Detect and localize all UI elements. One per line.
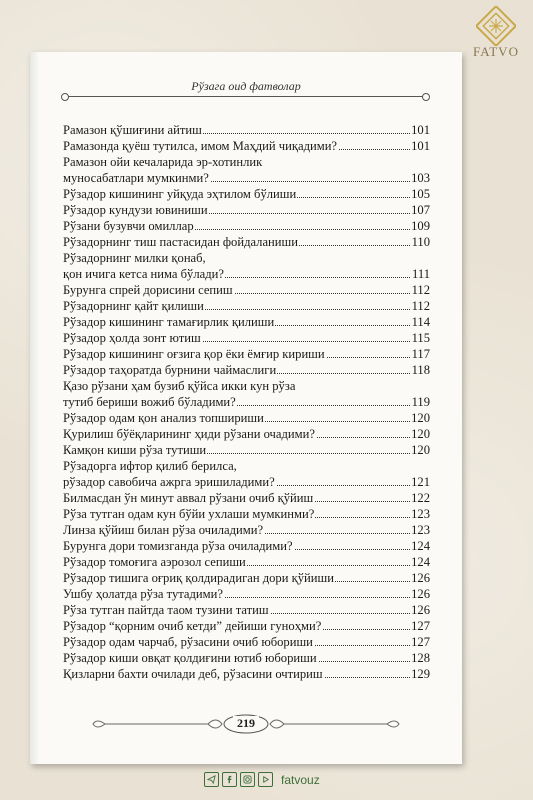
toc-entry-page: 119: [411, 395, 430, 409]
toc-entry: [63, 522, 430, 538]
toc-entry: [63, 298, 430, 314]
toc-entry-page: 129: [411, 667, 430, 681]
toc-entry: [63, 442, 430, 458]
toc-entry: [63, 202, 430, 218]
toc-entry-title: Рўзадор кишининг тамағирлик қилиши: [63, 315, 275, 329]
toc-entry: [63, 666, 430, 682]
instagram-icon[interactable]: [240, 772, 255, 787]
toc-entry-page: 117: [411, 347, 430, 361]
running-head: Рўзага оид фатволар: [191, 79, 301, 93]
toc-entry: [63, 586, 430, 602]
toc-entry: [63, 250, 430, 266]
toc-entry-title: Қизларни бахти очилади деб, рўзасини очтириш: [63, 667, 323, 681]
toc-entry-title: Қазо рўзани ҳам бузиб қўйса икки кун рўза: [63, 379, 296, 393]
toc-entry-title: қон ичига кетса нима бўлади?: [63, 267, 224, 281]
toc-entry-title: Рўзани бузувчи омиллар: [63, 219, 194, 233]
page-number: 219: [233, 716, 259, 731]
toc-entry: [63, 394, 430, 410]
toc-entry-page: 120: [411, 427, 430, 441]
toc-entry: [63, 154, 430, 170]
toc-entry-page: 111: [412, 267, 430, 281]
telegram-icon[interactable]: [204, 772, 219, 787]
toc-entry: [63, 186, 430, 202]
youtube-icon[interactable]: [258, 772, 273, 787]
toc-entry-title: Рўзадор тишига оғриқ қолдирадиган дори қўйиши: [63, 571, 334, 585]
toc-entry-title: Рўзадор одам чарчаб, рўзасини очиб юбориши: [63, 635, 313, 649]
toc-entry: [63, 234, 430, 250]
toc-entry-title: Рўзадор томоғига аэрозол сепиши: [63, 555, 246, 569]
book-page: [30, 52, 462, 764]
toc-entry-title: Рамазон қўшиғини айтиш: [63, 123, 202, 137]
toc-entry-title: Рўзадорнинг тиш пастасидан фойдаланиши: [63, 235, 298, 249]
toc-entry-title: Рўзадор “қорним очиб кетди” дейиши гуноҳми?: [63, 619, 322, 633]
toc-entry-title: Камқон киши рўза тутиши: [63, 443, 207, 457]
toc-entry-title: муносабатлари мумкинми?: [63, 171, 209, 185]
toc-entry: [63, 138, 430, 154]
toc-entry-page: 126: [411, 603, 430, 617]
toc-entry-title: Билмасдан ўн минут аввал рўзани очиб қўйиш: [63, 491, 314, 505]
toc-entry: [63, 330, 430, 346]
toc-entry: [63, 634, 430, 650]
social-links: [204, 772, 320, 787]
toc-entry: [63, 602, 430, 618]
toc-entry: [63, 410, 430, 426]
toc-entry-title: рўзадор савобича ажрга эришиладими?: [63, 475, 275, 489]
toc-entry-title: Рўзадор кишининг уйқуда эҳтилом бўлиши: [63, 187, 297, 201]
toc-entry-title: Рамазон ойи кечаларида эр-хотинлик: [63, 155, 263, 169]
toc-entry-page: 127: [411, 635, 430, 649]
toc-entry-title: тутиб бериши вожиб бўладими?: [63, 395, 236, 409]
toc-entry: [63, 426, 430, 442]
toc-entry-page: 126: [411, 587, 430, 601]
toc-entry-title: Рўзадор кишининг оғзига қор ёки ёмғир кириши: [63, 347, 325, 361]
toc-entry: [63, 570, 430, 586]
toc-entry-title: Рўзадор киши овқат қолдиғини ютиб юбориши: [63, 651, 317, 665]
toc-entry-title: Рўзадор одам қон анализ топшириши: [63, 411, 264, 425]
toc-entry-page: 103: [411, 171, 430, 185]
toc-entry: [63, 282, 430, 298]
toc-entry-title: Рўзадор таҳоратда бурнини чаймаслиги: [63, 363, 277, 377]
toc-entry: [63, 506, 430, 522]
toc-entry: [63, 474, 430, 490]
social-handle[interactable]: fatvouz: [281, 772, 320, 787]
toc-entry-page: 124: [411, 555, 430, 569]
toc-entry-title: Рўзадорнинг қайт қилиши: [63, 299, 204, 313]
toc-entry-page: 122: [411, 491, 430, 505]
toc-entry-page: 128: [411, 651, 430, 665]
toc-entry-title: Рўзадор кундузи ювиниши: [63, 203, 208, 217]
toc-entry-page: 120: [411, 443, 430, 457]
toc-entry-page: 109: [411, 219, 430, 233]
toc-entry: [63, 378, 430, 394]
toc-entry: [63, 490, 430, 506]
toc-entry-title: Бурунга спрей дорисини сепиш: [63, 283, 233, 297]
toc-entry: [63, 122, 430, 138]
toc-entry-page: 127: [411, 619, 430, 633]
toc-entry-page: 101: [411, 139, 430, 153]
toc-entry-page: 126: [411, 571, 430, 585]
toc-entry-page: 114: [411, 315, 430, 329]
toc-entry-page: 112: [411, 299, 430, 313]
toc-entry-title: Ушбу ҳолатда рўза тутадими?: [63, 587, 223, 601]
toc-entry-title: Рўза тутган пайтда таом тузини татиш: [63, 603, 269, 617]
toc-entry: [63, 346, 430, 362]
toc-entry-title: Рўзадор ҳолда зонт ютиш: [63, 331, 201, 345]
toc-entry: [63, 538, 430, 554]
toc-entry: [63, 554, 430, 570]
toc-entry-title: Рўза тутган одам кун бўйи ухлаши мумкинми?: [63, 507, 315, 521]
logo-text: FATVO: [473, 44, 519, 59]
facebook-icon[interactable]: [222, 772, 237, 787]
toc-entry-page: 121: [411, 475, 430, 489]
toc-entry: [63, 314, 430, 330]
toc-entry-page: 101: [411, 123, 430, 137]
fatvo-logo: [467, 6, 525, 60]
toc-entry-title: Линза қўйиш билан рўза очиладими?: [63, 523, 264, 537]
toc-entry-page: 110: [411, 235, 430, 249]
toc-entry-page: 115: [411, 331, 430, 345]
toc-entry-page: 118: [411, 363, 430, 377]
toc-entry-title: Бурунга дори томизганда рўза очиладими?: [63, 539, 293, 553]
table-of-contents: [63, 122, 430, 682]
toc-entry-page: 105: [411, 187, 430, 201]
toc-entry-page: 124: [411, 539, 430, 553]
header-rule: [65, 96, 426, 97]
toc-entry-title: Рўзадорнинг милки қонаб,: [63, 251, 206, 265]
toc-entry-title: Рамазонда қуёш тутилса, имом Маҳдий чиқадими?: [63, 139, 338, 153]
toc-entry-page: 123: [411, 507, 430, 521]
toc-entry: [63, 266, 430, 282]
toc-entry-page: 112: [411, 283, 430, 297]
toc-entry-page: 120: [411, 411, 430, 425]
toc-entry: [63, 218, 430, 234]
toc-entry-page: 107: [411, 203, 430, 217]
toc-entry: [63, 170, 430, 186]
toc-entry-page: 123: [411, 523, 430, 537]
toc-entry: [63, 362, 430, 378]
toc-entry: [63, 618, 430, 634]
toc-entry-title: Қурилиш бўёқларининг ҳиди рўзани очадими?: [63, 427, 315, 441]
toc-entry: [63, 458, 430, 474]
logo-emblem-icon: [476, 6, 516, 46]
toc-entry: [63, 650, 430, 666]
toc-entry-title: Рўзадорга ифтор қилиб берилса,: [63, 459, 237, 473]
